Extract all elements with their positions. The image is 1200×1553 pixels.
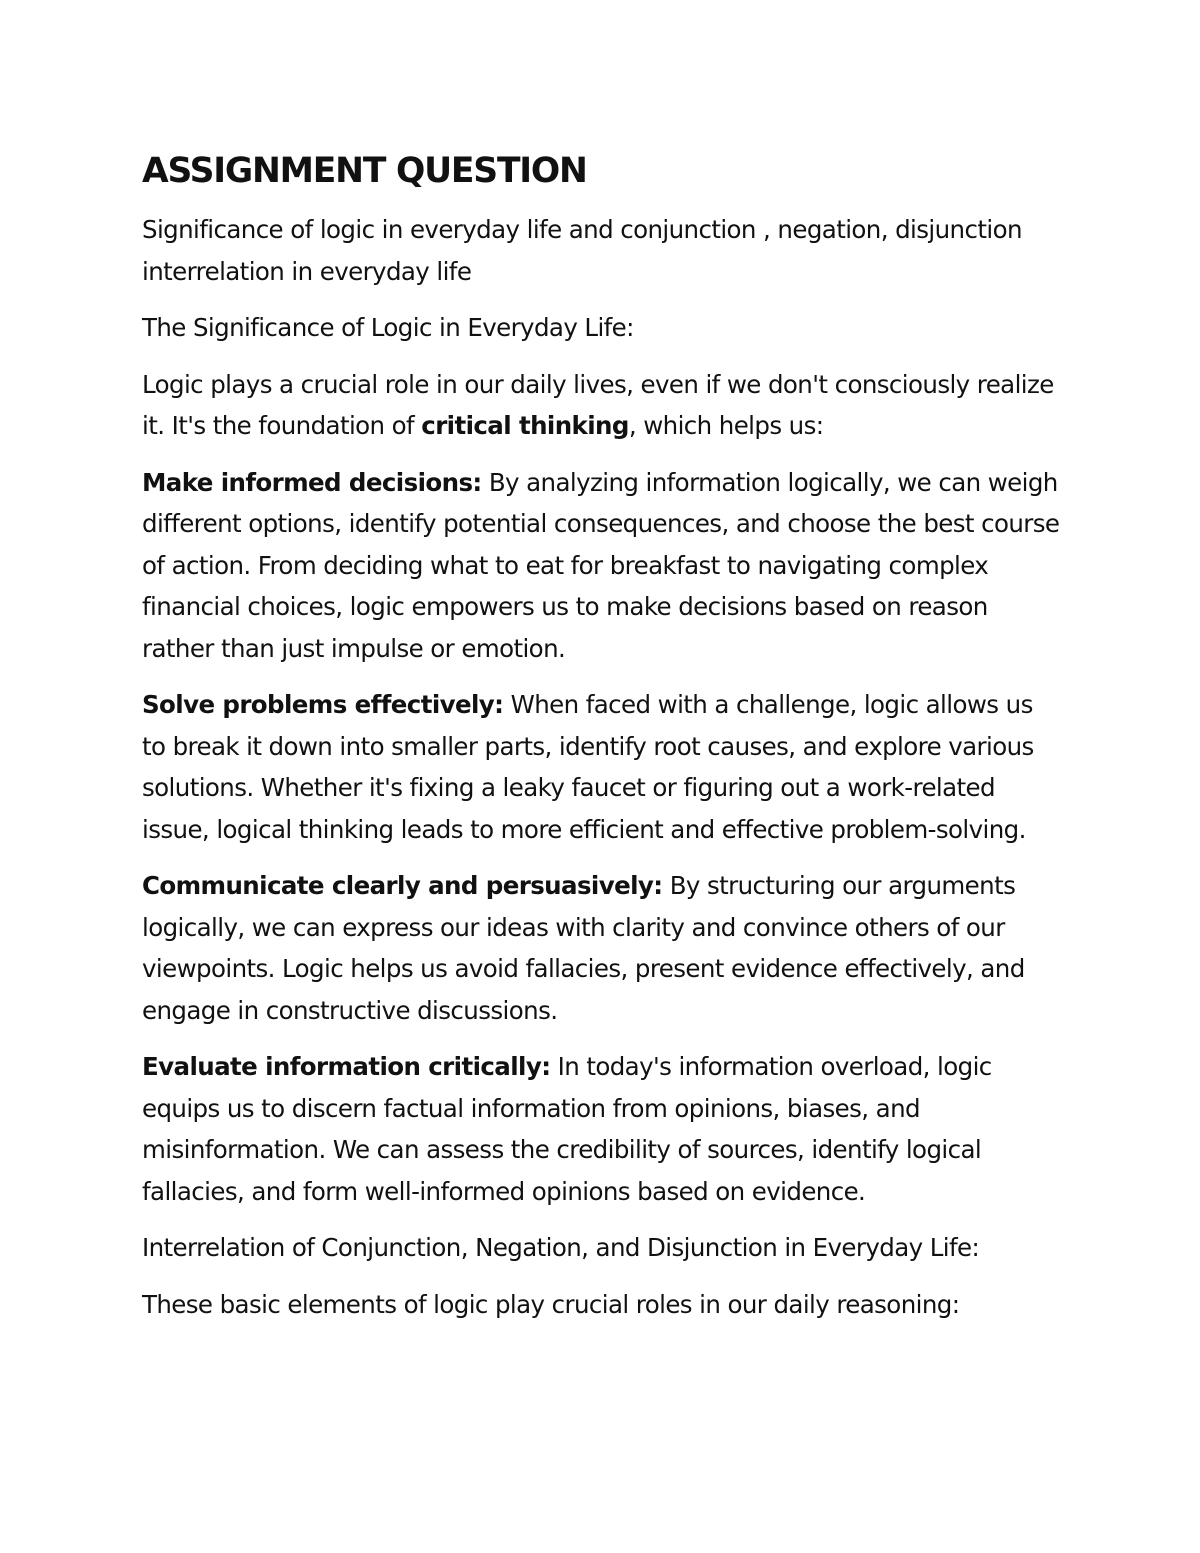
point-paragraph-evaluate (142, 1046, 1062, 1212)
point-text-evaluate: In today's information overload, logic equips us to discern factual information from opinions, biases, and misinformation. We can assess the credibility of sources, identify logical fallacies, and form well-informed opinions based on evidence. (142, 1052, 992, 1206)
point-paragraph-decisions (142, 462, 1062, 670)
point-lead-communicate: Communicate clearly and persuasively: (142, 871, 663, 900)
closing-paragraph: These basic elements of logic play crucial roles in our daily reasoning: (142, 1289, 960, 1319)
point-lead-problems: Solve problems effectively: (142, 690, 504, 719)
point-paragraph-problems (142, 684, 1062, 850)
section-heading-significance: The Significance of Logic in Everyday Life: (142, 313, 634, 342)
point-paragraph-communicate (142, 865, 1062, 1031)
section-heading-interrelation: Interrelation of Conjunction, Negation, and Disjunction in Everyday Life: (142, 1233, 980, 1262)
intro-text-after: , which helps us: (628, 411, 824, 440)
intro-text-before: Logic plays a crucial role in our daily lives, even if we don't consciously realize it. It's the foundation of (142, 369, 1054, 440)
point-text-communicate: By structuring our arguments logically, we can express our ideas with clarity and convince others of our viewpoints. Logic helps us avoid fallacies, present evidence effectively, and engage in constructive discussions. (142, 871, 1025, 1025)
point-lead-decisions: Make informed decisions: (142, 467, 482, 497)
point-text-decisions: By analyzing information logically, we can weigh different options, identify potential consequences, and choose the best course of action. From deciding what to eat for breakfast to navigating complex financial choices, logic empowers us to make decisions based on reason rather than just impulse or emotion. (142, 467, 1060, 663)
point-lead-evaluate: Evaluate information critically: (142, 1052, 551, 1081)
intro-paragraph (142, 364, 1062, 447)
document-body (142, 146, 1062, 1340)
intro-bold-term: critical thinking (421, 411, 629, 440)
point-text-problems: When faced with a challenge, logic allows us to break it down into smaller parts, identify root causes, and explore various solutions. Whether it's fixing a leaky faucet or figuring out a work-related issue, logical thinking leads to more efficient and effective problem-solving. (142, 690, 1034, 844)
assignment-question: Significance of logic in everyday life and conjunction , negation, disjunction interrelation in everyday life (142, 215, 1022, 286)
document-title: ASSIGNMENT QUESTION (142, 151, 587, 191)
